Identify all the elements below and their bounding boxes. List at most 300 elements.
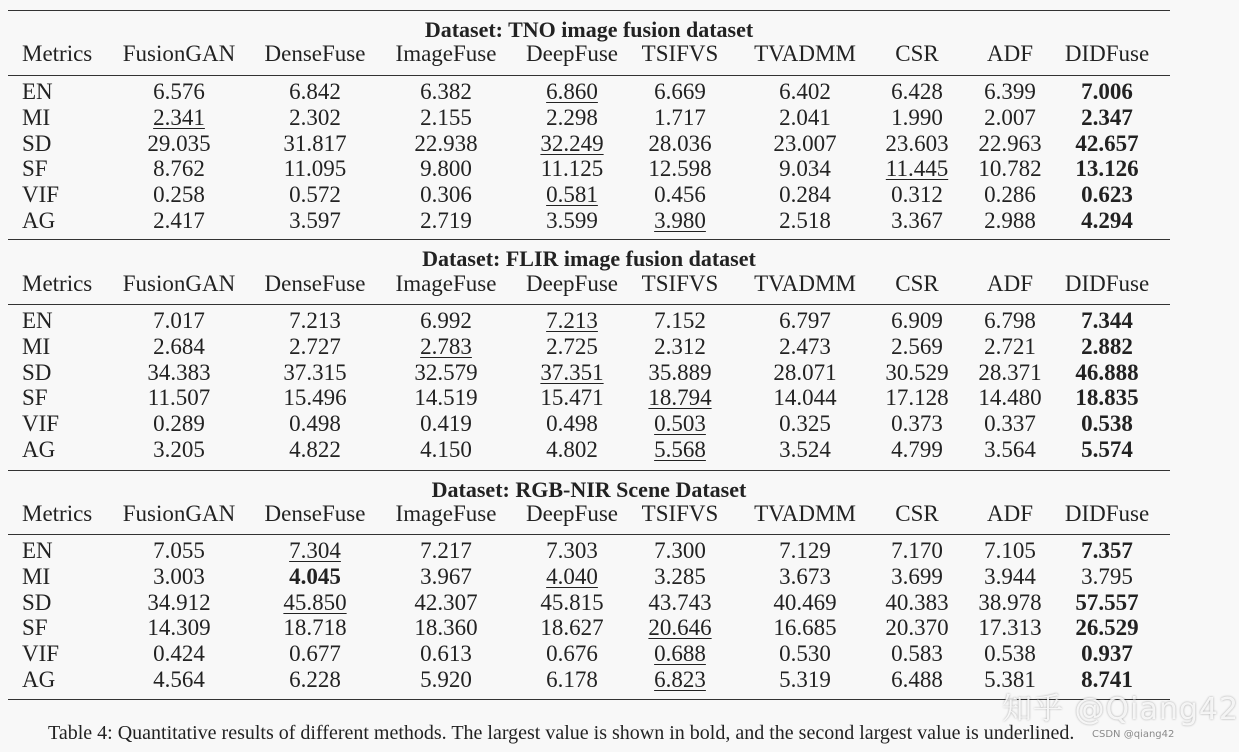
cell-value: 3.285 <box>654 564 706 589</box>
cell-value: 7.105 <box>984 538 1036 563</box>
cell-value: 0.583 <box>891 641 943 666</box>
cell-value: 0.289 <box>153 411 205 436</box>
cell-value: 46.888 <box>1075 360 1139 385</box>
table-cell <box>877 411 957 437</box>
table-cell <box>877 501 957 527</box>
table-cell <box>512 208 632 234</box>
cell-value: 2.684 <box>153 334 205 359</box>
cell-value: 2.298 <box>546 105 598 130</box>
table-cell <box>109 79 249 105</box>
cell-value: 18.360 <box>414 615 478 640</box>
table-cell <box>630 334 730 360</box>
cell-value: 3.367 <box>891 208 943 233</box>
cell-value: 18.835 <box>1075 385 1139 410</box>
table-cell <box>109 334 249 360</box>
cell-value: 5.381 <box>984 667 1036 692</box>
table-cell <box>877 105 957 131</box>
table-cell <box>1052 308 1162 334</box>
cell-value: 16.685 <box>773 615 837 640</box>
table-cell <box>740 208 870 234</box>
cell-value: ADF <box>986 41 1033 66</box>
table-cell <box>970 564 1050 590</box>
cell-value: 5.568 <box>654 437 706 462</box>
table-cell <box>1052 615 1162 641</box>
cell-value: 0.677 <box>289 641 341 666</box>
cell-value: 3.003 <box>153 564 205 589</box>
table-cell <box>970 41 1050 67</box>
table-cell <box>109 538 249 564</box>
cell-value: 4.294 <box>1081 208 1133 233</box>
metric-text: SF <box>22 156 48 181</box>
cell-value: 40.469 <box>773 590 837 615</box>
metric-text: VIF <box>22 182 60 207</box>
cell-value: CSR <box>895 271 939 296</box>
table-cell <box>250 156 380 182</box>
table-cell <box>1052 538 1162 564</box>
cell-value: DenseFuse <box>264 41 366 66</box>
cell-value: 7.129 <box>779 538 831 563</box>
cell-value: 4.799 <box>891 437 943 462</box>
table-row <box>0 564 1196 590</box>
table-cell <box>877 538 957 564</box>
table-row <box>0 437 1196 463</box>
table-row <box>0 131 1196 157</box>
dataset-title: Dataset: FLIR image fusion dataset <box>422 246 756 271</box>
cell-value: 0.286 <box>984 182 1036 207</box>
table-cell <box>381 590 511 616</box>
table-cell <box>381 182 511 208</box>
table-cell <box>250 667 380 693</box>
cell-value: 3.699 <box>891 564 943 589</box>
metric-text: AG <box>22 667 56 692</box>
table-cell <box>630 41 730 67</box>
table-cell <box>250 615 380 641</box>
cell-value: 3.673 <box>779 564 831 589</box>
table-cell <box>970 208 1050 234</box>
cell-value: 6.860 <box>546 79 598 104</box>
table-cell <box>970 79 1050 105</box>
metric-text: EN <box>22 538 53 563</box>
table-cell <box>630 131 730 157</box>
table-cell <box>250 105 380 131</box>
cell-value: 1.717 <box>654 105 706 130</box>
cell-value: DIDFuse <box>1064 41 1150 66</box>
cell-value: 0.258 <box>153 182 205 207</box>
metric-text: SF <box>22 615 48 640</box>
table-row <box>0 308 1196 334</box>
table-cell <box>1052 360 1162 386</box>
table-cell <box>1052 79 1162 105</box>
cell-value: DIDFuse <box>1064 501 1150 526</box>
table-row <box>0 590 1196 616</box>
table-cell <box>512 564 632 590</box>
cell-value: 2.341 <box>153 105 205 130</box>
cell-value: 4.822 <box>289 437 341 462</box>
cell-value: 23.007 <box>773 131 837 156</box>
cell-value: TVADMM <box>754 41 856 66</box>
table-cell <box>740 501 870 527</box>
cell-value: 7.304 <box>289 538 341 563</box>
table-cell <box>1052 385 1162 411</box>
cell-value: 3.599 <box>546 208 598 233</box>
table-cell <box>877 182 957 208</box>
table-cell <box>381 79 511 105</box>
table-cell <box>970 360 1050 386</box>
cell-value: 6.402 <box>779 79 831 104</box>
cell-value: 4.564 <box>153 667 205 692</box>
table-cell <box>381 538 511 564</box>
table-cell <box>109 437 249 463</box>
table-cell <box>381 334 511 360</box>
cell-value: 5.319 <box>779 667 831 692</box>
table-cell <box>630 641 730 667</box>
table-cell <box>512 41 632 67</box>
cell-value: 2.727 <box>289 334 341 359</box>
table-cell <box>512 79 632 105</box>
cell-value: 2.417 <box>153 208 205 233</box>
cell-value: 6.842 <box>289 79 341 104</box>
table-cell <box>740 564 870 590</box>
cell-value: 0.325 <box>779 411 831 436</box>
cell-value: CSR <box>895 501 939 526</box>
table-cell <box>109 156 249 182</box>
table-cell <box>630 411 730 437</box>
cell-value: 3.980 <box>654 208 706 233</box>
cell-value: 6.576 <box>153 79 205 104</box>
cell-value: 18.627 <box>540 615 604 640</box>
cell-value: 0.538 <box>984 641 1036 666</box>
cell-value: 2.569 <box>891 334 943 359</box>
cell-value: 18.718 <box>283 615 347 640</box>
cell-value: 0.498 <box>289 411 341 436</box>
table-cell <box>630 182 730 208</box>
cell-value: 3.524 <box>779 437 831 462</box>
cell-value: 6.823 <box>654 667 706 692</box>
metric-text: VIF <box>22 411 60 436</box>
table-cell <box>970 334 1050 360</box>
cell-value: 11.445 <box>885 156 949 181</box>
cell-value: 0.538 <box>1081 411 1133 436</box>
dataset-title: Dataset: RGB-NIR Scene Dataset <box>431 477 747 502</box>
metric-text: Metrics <box>22 501 93 526</box>
cell-value: 12.598 <box>648 156 712 181</box>
table-cell <box>740 271 870 297</box>
table-cell <box>1052 590 1162 616</box>
table-cell <box>381 615 511 641</box>
cell-value: DIDFuse <box>1064 271 1150 296</box>
cell-value: TVADMM <box>754 271 856 296</box>
cell-value: 6.669 <box>654 79 706 104</box>
header-rule <box>8 75 1170 76</box>
cell-value: 0.373 <box>891 411 943 436</box>
table-cell <box>381 411 511 437</box>
table-cell <box>877 667 957 693</box>
table-cell <box>381 501 511 527</box>
table-cell <box>512 360 632 386</box>
cell-value: 22.963 <box>978 131 1042 156</box>
table-cell <box>109 308 249 334</box>
table-cell <box>109 271 249 297</box>
table-cell <box>970 411 1050 437</box>
table-cell <box>877 208 957 234</box>
cell-value: TSIFVS <box>641 41 719 66</box>
metric-text: SD <box>22 360 52 385</box>
cell-value: 11.125 <box>540 156 604 181</box>
table-cell <box>512 615 632 641</box>
table-cell <box>740 360 870 386</box>
cell-value: 7.344 <box>1081 308 1133 333</box>
table-row <box>0 79 1196 105</box>
table-cell <box>630 564 730 590</box>
table-cell <box>1052 501 1162 527</box>
cell-value: DeepFuse <box>526 271 618 296</box>
table-row <box>0 641 1196 667</box>
table-cell <box>630 156 730 182</box>
table-cell <box>109 667 249 693</box>
table-cell <box>630 385 730 411</box>
cell-value: 4.040 <box>546 564 598 589</box>
table-cell <box>1052 641 1162 667</box>
table-cell <box>109 41 249 67</box>
cell-value: 11.095 <box>283 156 347 181</box>
table-cell <box>250 437 380 463</box>
cell-value: 4.802 <box>546 437 598 462</box>
cell-value: TSIFVS <box>641 271 719 296</box>
cell-value: 5.920 <box>420 667 472 692</box>
table-cell <box>250 641 380 667</box>
cell-value: 6.178 <box>546 667 598 692</box>
table-row <box>0 334 1196 360</box>
table-cell <box>381 156 511 182</box>
table-cell <box>512 411 632 437</box>
table-cell <box>512 334 632 360</box>
table-cell <box>109 105 249 131</box>
cell-value: FusionGAN <box>122 501 236 526</box>
table-cell <box>109 182 249 208</box>
cell-value: 2.007 <box>984 105 1036 130</box>
cell-value: TVADMM <box>754 501 856 526</box>
cell-value: 14.519 <box>414 385 478 410</box>
cell-value: 9.800 <box>420 156 472 181</box>
table-cell <box>630 208 730 234</box>
cell-value: 15.471 <box>540 385 604 410</box>
table-cell <box>877 131 957 157</box>
table-cell <box>877 615 957 641</box>
cell-value: 14.480 <box>978 385 1042 410</box>
cell-value: DeepFuse <box>526 41 618 66</box>
cell-value: 5.574 <box>1081 437 1133 462</box>
header-row <box>0 41 1196 67</box>
table-cell <box>109 385 249 411</box>
metric-text: Metrics <box>22 41 93 66</box>
table-cell <box>740 182 870 208</box>
cell-value: 31.817 <box>283 131 347 156</box>
cell-value: 2.302 <box>289 105 341 130</box>
table-caption: Table 4: Quantitative results of different methods. The largest value is shown in bold, and the second largest value is underlined. <box>48 722 1075 744</box>
cell-value: FusionGAN <box>122 41 236 66</box>
cell-value: 0.937 <box>1081 641 1133 666</box>
table-cell <box>970 182 1050 208</box>
cell-value: 2.988 <box>984 208 1036 233</box>
cell-value: 0.676 <box>546 641 598 666</box>
cell-value: 2.041 <box>779 105 831 130</box>
table-cell <box>381 667 511 693</box>
table-cell <box>740 308 870 334</box>
cell-value: 3.944 <box>984 564 1036 589</box>
table-cell <box>512 641 632 667</box>
table-cell <box>630 590 730 616</box>
cell-value: 7.006 <box>1081 79 1133 104</box>
metric-text: MI <box>22 564 51 589</box>
cell-value: 6.428 <box>891 79 943 104</box>
table-cell <box>877 156 957 182</box>
cell-value: 2.721 <box>984 334 1036 359</box>
table-cell <box>877 334 957 360</box>
table-cell <box>250 334 380 360</box>
cell-value: DenseFuse <box>264 501 366 526</box>
metric-text: AG <box>22 208 56 233</box>
table-cell <box>970 590 1050 616</box>
cell-value: 7.017 <box>153 308 205 333</box>
metric-text: SF <box>22 385 48 410</box>
cell-value: 2.312 <box>654 334 706 359</box>
table-cell <box>381 641 511 667</box>
metric-text: EN <box>22 308 53 333</box>
csdn-watermark: CSDN @qiang42 <box>1092 729 1175 740</box>
cell-value: 14.044 <box>773 385 837 410</box>
table-row <box>0 156 1196 182</box>
cell-value: 26.529 <box>1075 615 1139 640</box>
cell-value: 0.424 <box>153 641 205 666</box>
cell-value: 57.557 <box>1075 590 1139 615</box>
section-top-rule <box>8 239 1170 240</box>
table-cell <box>381 437 511 463</box>
metric-text: VIF <box>22 641 60 666</box>
table-cell <box>970 105 1050 131</box>
table-cell <box>512 131 632 157</box>
table-cell <box>970 615 1050 641</box>
table-cell <box>1052 437 1162 463</box>
cell-value: 6.228 <box>289 667 341 692</box>
table-cell <box>877 308 957 334</box>
table-cell <box>381 105 511 131</box>
table-cell <box>877 41 957 67</box>
table-cell <box>250 208 380 234</box>
cell-value: 8.762 <box>153 156 205 181</box>
table-cell <box>250 501 380 527</box>
cell-value: ImageFuse <box>395 501 497 526</box>
table-cell <box>877 79 957 105</box>
metric-text: EN <box>22 79 53 104</box>
dataset-title: Dataset: TNO image fusion dataset <box>424 17 754 42</box>
table-cell <box>970 501 1050 527</box>
table-cell <box>381 308 511 334</box>
table-row <box>0 208 1196 234</box>
cell-value: 3.564 <box>984 437 1036 462</box>
section-top-rule <box>8 470 1170 471</box>
cell-value: 7.357 <box>1081 538 1133 563</box>
cell-value: 2.882 <box>1081 334 1133 359</box>
table-cell <box>250 411 380 437</box>
cell-value: 34.383 <box>147 360 211 385</box>
table-cell <box>250 271 380 297</box>
cell-value: 7.217 <box>420 538 472 563</box>
metric-text: MI <box>22 105 51 130</box>
table-cell <box>630 667 730 693</box>
cell-value: 0.581 <box>546 182 598 207</box>
table-cell <box>740 156 870 182</box>
table-cell <box>1052 564 1162 590</box>
table-cell <box>250 182 380 208</box>
table-row <box>0 615 1196 641</box>
table-cell <box>1052 271 1162 297</box>
table-cell <box>109 208 249 234</box>
cell-value: 6.992 <box>420 308 472 333</box>
cell-value: ADF <box>986 271 1033 296</box>
table-cell <box>630 360 730 386</box>
table-row <box>0 182 1196 208</box>
table-cell <box>630 501 730 527</box>
table-cell <box>1052 105 1162 131</box>
cell-value: 43.743 <box>648 590 712 615</box>
table-cell <box>109 564 249 590</box>
table-cell <box>740 79 870 105</box>
table-cell <box>877 385 957 411</box>
table-cell <box>970 156 1050 182</box>
cell-value: 7.213 <box>289 308 341 333</box>
cell-value: 2.725 <box>546 334 598 359</box>
cell-value: 13.126 <box>1075 156 1139 181</box>
table-cell <box>1052 411 1162 437</box>
cell-value: 42.307 <box>414 590 478 615</box>
header-rule <box>8 304 1170 305</box>
table-cell <box>250 41 380 67</box>
metric-text: Metrics <box>22 271 93 296</box>
cell-value: 37.315 <box>283 360 347 385</box>
table-cell <box>1052 208 1162 234</box>
table-cell <box>740 334 870 360</box>
table-cell <box>970 308 1050 334</box>
metric-text: SD <box>22 131 52 156</box>
cell-value: 2.155 <box>420 105 472 130</box>
cell-value: 2.518 <box>779 208 831 233</box>
table-row <box>0 105 1196 131</box>
table-cell <box>250 131 380 157</box>
table-row <box>0 411 1196 437</box>
table-cell <box>512 437 632 463</box>
cell-value: 42.657 <box>1075 131 1139 156</box>
cell-value: 0.306 <box>420 182 472 207</box>
cell-value: 2.783 <box>420 334 472 359</box>
table-cell <box>630 538 730 564</box>
cell-value: 7.300 <box>654 538 706 563</box>
cell-value: 28.036 <box>648 131 712 156</box>
cell-value: 6.797 <box>779 308 831 333</box>
table-cell <box>1052 41 1162 67</box>
table-cell <box>740 667 870 693</box>
cell-value: 14.309 <box>147 615 211 640</box>
cell-value: 4.045 <box>289 564 341 589</box>
cell-value: ImageFuse <box>395 271 497 296</box>
table-cell <box>250 385 380 411</box>
cell-value: 3.205 <box>153 437 205 462</box>
table-cell <box>381 208 511 234</box>
cell-value: 6.909 <box>891 308 943 333</box>
table-cell <box>512 501 632 527</box>
table-cell <box>970 271 1050 297</box>
table-cell <box>1052 131 1162 157</box>
cell-value: 2.473 <box>779 334 831 359</box>
